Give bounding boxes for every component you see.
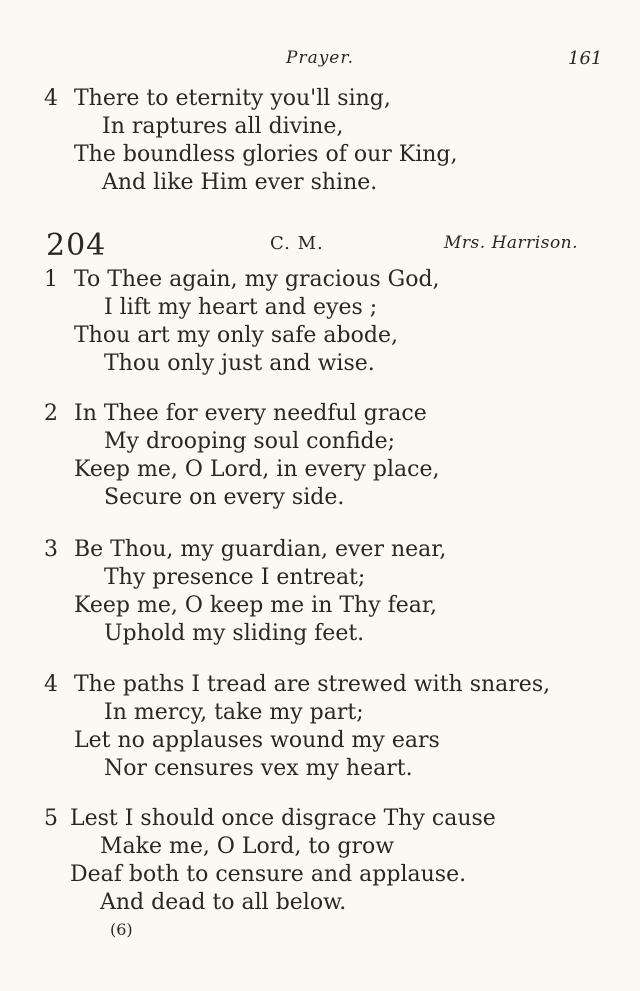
verse-line: The boundless glories of our King,	[74, 142, 458, 167]
verse-line: Secure on every side.	[104, 485, 345, 510]
verse-line: In mercy, take my part;	[104, 700, 364, 725]
verse-line: Lest I should once disgrace Thy cause	[70, 806, 496, 831]
verse-number: 2	[44, 401, 58, 426]
hymn-meter: C. M.	[270, 233, 324, 254]
verse-line: My drooping soul confide;	[104, 429, 396, 454]
running-title: Prayer.	[286, 48, 355, 68]
verse-line: There to eternity you'll sing,	[74, 86, 391, 111]
verse-line: Be Thou, my guardian, ever near,	[74, 537, 447, 562]
verse-number: 1	[44, 267, 58, 292]
verse-line: Thy presence I entreat;	[104, 565, 366, 590]
verse-line: The paths I tread are strewed with snares,	[74, 672, 551, 697]
verse-line: Uphold my sliding feet.	[104, 621, 365, 646]
verse-line: Nor censures vex my heart.	[104, 756, 413, 781]
verse-number: 4	[44, 672, 58, 697]
verse-line: Keep me, O Lord, in every place,	[74, 457, 440, 482]
verse-line: To Thee again, my gracious God,	[74, 267, 440, 292]
hymn-author: Mrs. Harrison.	[444, 233, 579, 253]
verse-line: I lift my heart and eyes ;	[104, 295, 378, 320]
verse-line: Make me, O Lord, to grow	[100, 834, 395, 859]
verse-line: Let no applauses wound my ears	[74, 728, 440, 753]
verse-line: Thou art my only safe abode,	[74, 323, 398, 348]
verse-number: 5	[44, 806, 58, 831]
verse-line: In Thee for every needful grace	[74, 401, 427, 426]
signature-mark: (6)	[110, 920, 133, 939]
verse-line: Deaf both to censure and applause.	[70, 862, 467, 887]
hymn-number: 204	[46, 228, 107, 263]
verse-line: And like Him ever shine.	[102, 170, 378, 195]
verse-line: Keep me, O keep me in Thy fear,	[74, 593, 438, 618]
verse-line: Thou only just and wise.	[104, 351, 375, 376]
verse-line: In raptures all divine,	[102, 114, 344, 139]
verse-number: 4	[44, 86, 58, 111]
page-number: 161	[568, 48, 603, 69]
verse-line: And dead to all below.	[100, 890, 347, 915]
verse-number: 3	[44, 537, 58, 562]
